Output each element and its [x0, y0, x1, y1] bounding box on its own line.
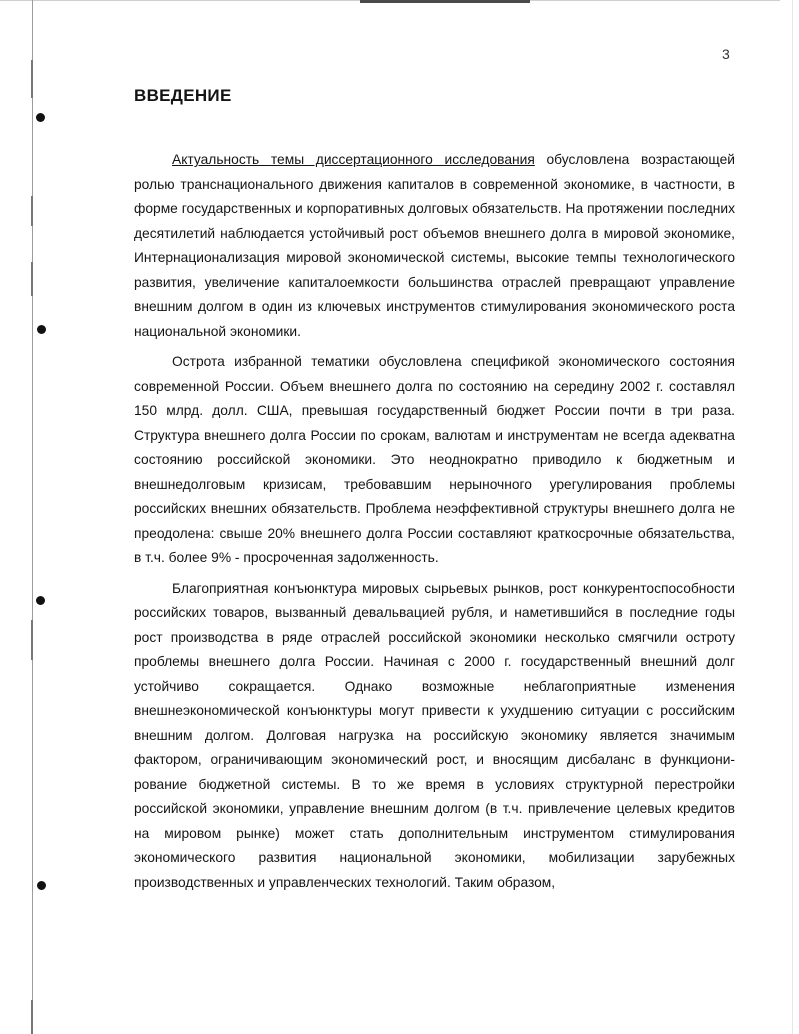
paragraph-1: [134, 148, 735, 344]
binding-tick: [31, 620, 33, 660]
punch-hole-mark: [36, 596, 45, 605]
paragraph-2: Острота избранной тематики обусловлена спецификой экономического состояния современной России. Объем внешнего долга по состоянию на середину 2002 г. составлял 150 млрд. долл. США, превышая государственный бюджет России почти в три раза. Структура внешнего долга России по срокам, валютам и инструментам не всегда адекватна состоянию российской экономики. Это неоднократно приводило к бюджетным и внешнедолговым кризисам, требовавшим нерыночного урегулирования проблемы российских внешних обязательств. Проблема неэффективной структуры внешнего долга не преодолена: свыше 20% внешнего долга России составляют краткосрочные обязательства, в т.ч. более 9% - просроченная задолженность.: [134, 354, 735, 565]
page-number: 3: [722, 46, 730, 62]
binding-tick: [31, 262, 33, 296]
paragraph-3: Благоприятная конъюнктура мировых сырьевых рынков, рост конкурентоспособности российских товаров, вызванный девальвацией рубля, и наметившийся в последние годы рост производства в ряде отраслей российской экономики несколько смягчили остроту проблемы внешнего долга России. Начиная с 2000 г. государственный внешний долг устойчиво сокращается. Однако возможные неблагоприятные изменения внешнеэкономической конъюнктуры могут привести к ухудшению ситуации с российским внешним долгом. Долговая нагрузка на российскую экономику является значимым фактором, ограничивающим экономический рост, и вносящим дисбаланс в функциони-рование бюджетной системы. В то же время в условиях структурной перестройки российской экономики, управление внешним долгом (в т.ч. привлечение целевых кредитов на мировом рынке) может стать дополнительным инструментом стимулирования экономического развития национальной экономики, мобилизации зарубежных производственных и управленческих технологий. Таким образом,: [134, 580, 735, 890]
paragraph-text: обусловлена возрастающей ролью транснационального движения капиталов в современной экономике, в частности, в форме государственных и корпоративных долговых обязательств. На протяжении последних десятилетий наблюдается устойчивый рост объемов внешнего долга в мировой экономике, Интернационализация мировой экономической системы, высокие темпы технологического развития, увеличение капиталоемкости большинства отраслей превращают управление внешним долгом в один из ключевых инструментов стимулирования экономического роста национальной экономики.: [134, 152, 735, 339]
punch-hole-mark: [36, 113, 45, 122]
binding-edge-line: [32, 0, 33, 1034]
scan-top-mark: [360, 0, 530, 3]
binding-tick: [31, 1000, 33, 1034]
binding-tick: [31, 196, 33, 226]
binding-tick: [31, 60, 33, 98]
punch-hole-mark: [37, 325, 46, 334]
body-text: [134, 148, 735, 901]
page-title: ВВЕДЕНИЕ: [134, 86, 232, 105]
right-edge-line: [792, 0, 793, 1034]
punch-hole-mark: [37, 881, 46, 890]
underlined-lead: Актуальность темы диссертационного исследования: [172, 152, 535, 167]
